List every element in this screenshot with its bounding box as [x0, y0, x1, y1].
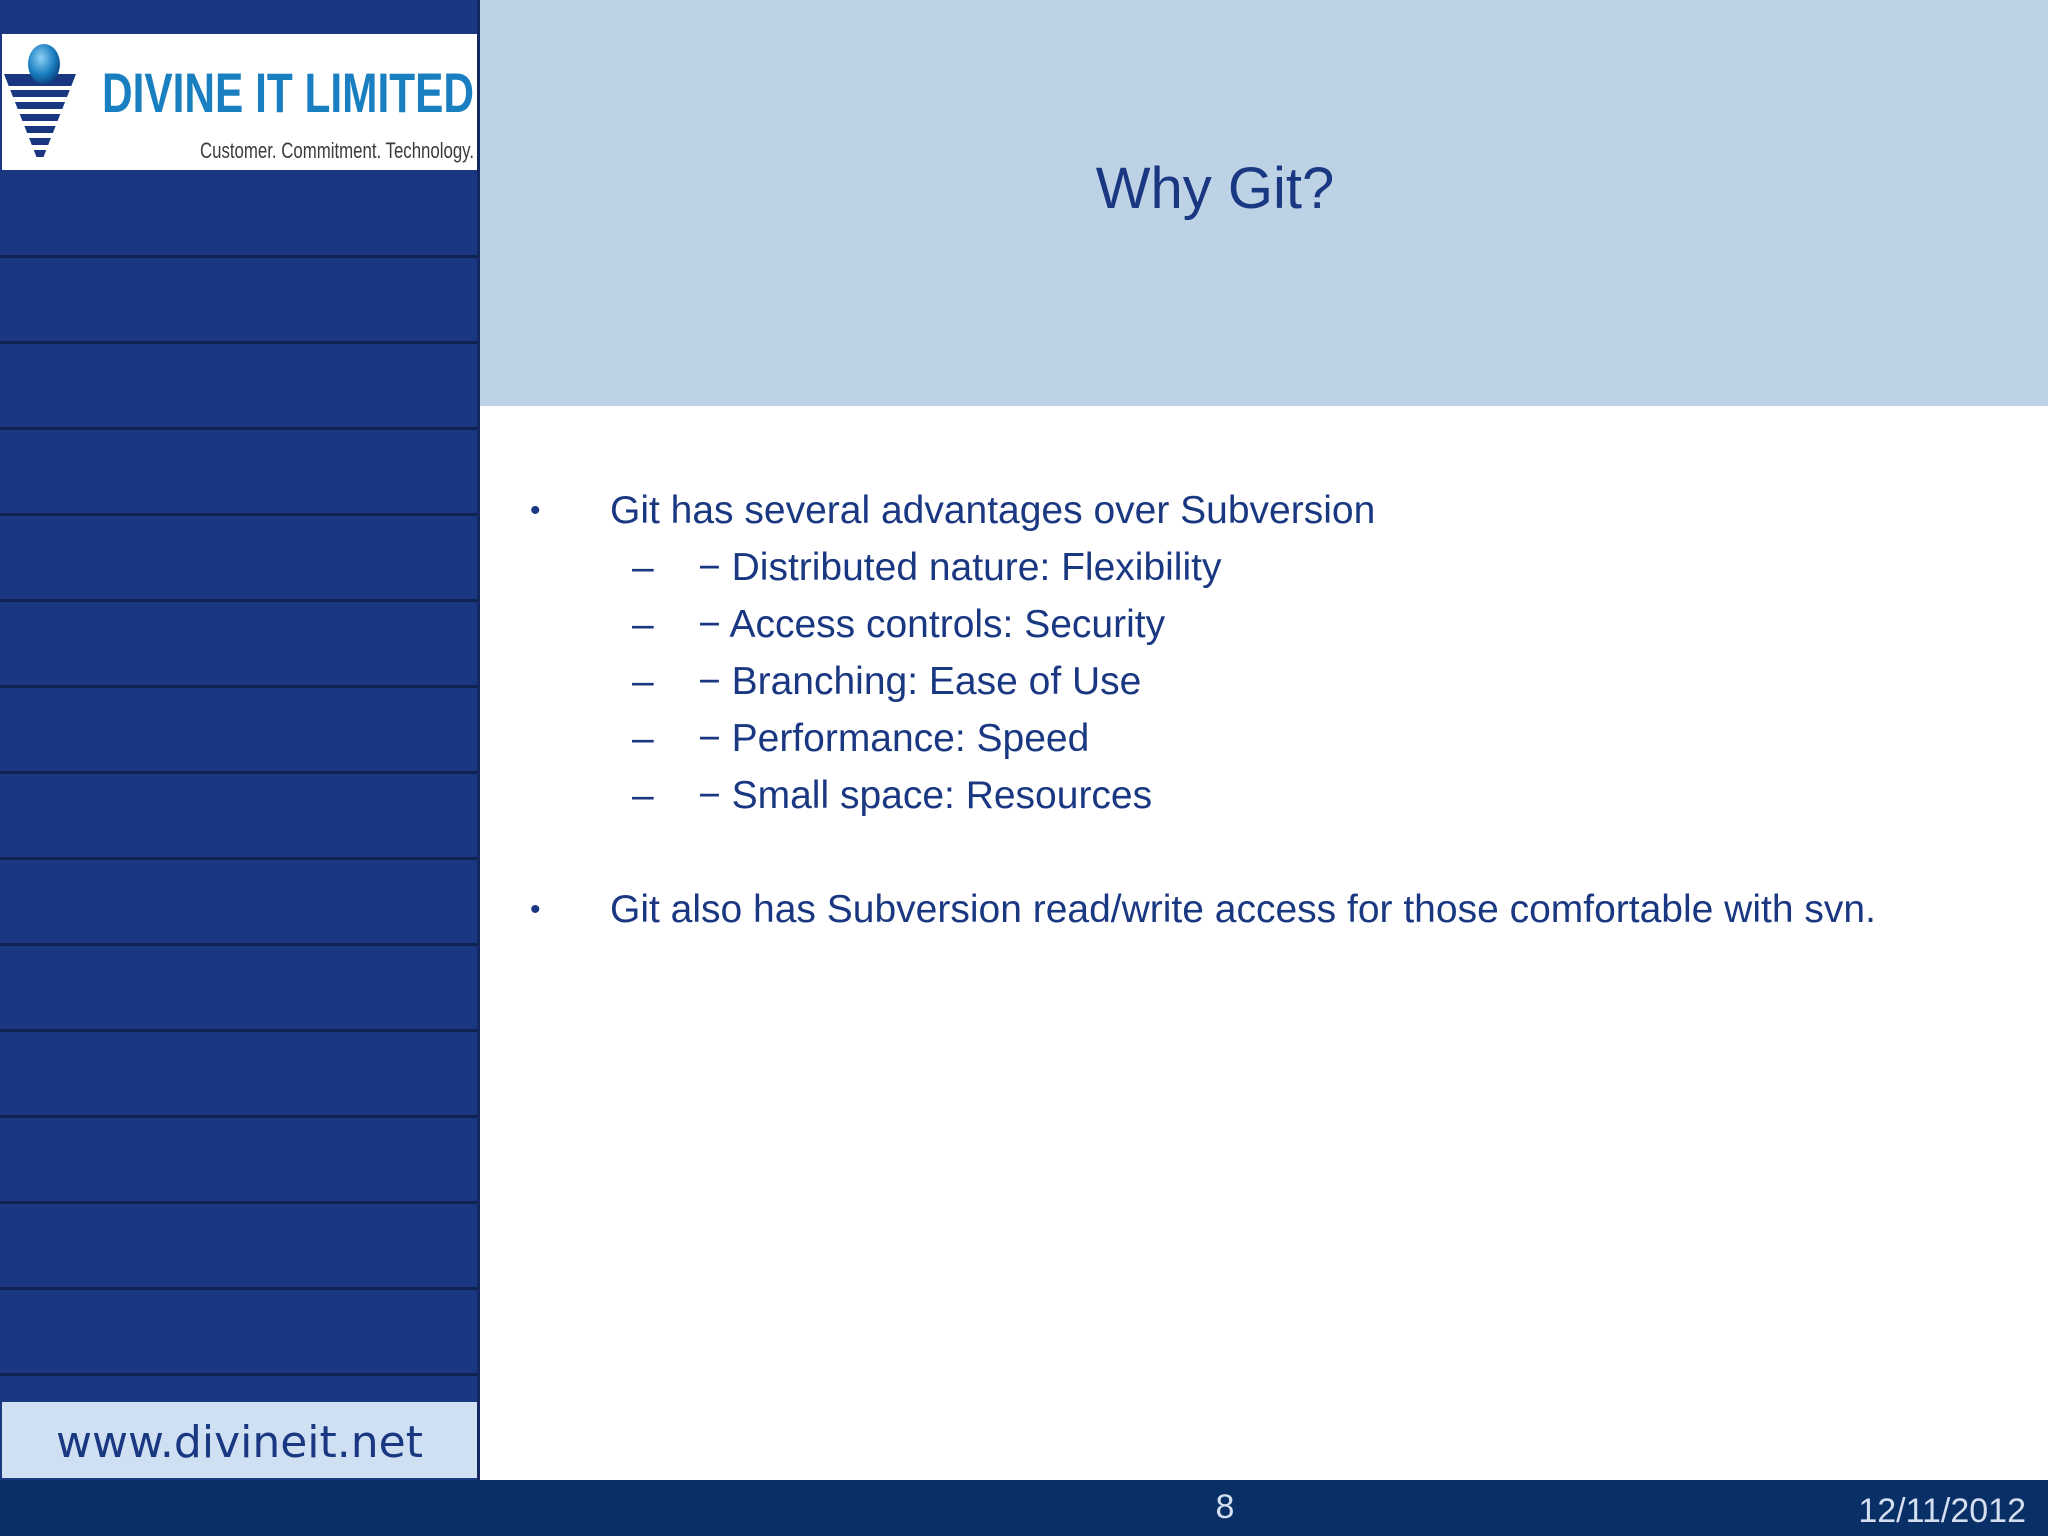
sidebar-stripe	[0, 1204, 477, 1290]
sub-bullet-text: − Small space: Resources	[698, 774, 1153, 817]
sidebar-stripe	[0, 1032, 477, 1118]
logo-wordmark: DIVINE IT LIMITED	[102, 61, 474, 124]
sub-bullet-text: − Performance: Speed	[698, 717, 1090, 760]
sub-bullet-item	[530, 710, 2010, 767]
bullet-spacer	[530, 824, 2010, 881]
sidebar-stripe	[0, 516, 477, 602]
logo-tagline: Customer. Commitment. Technology.	[200, 138, 474, 163]
footer-bar	[0, 1480, 2048, 1536]
bullet-text: Git also has Subversion read/write access for those comfortable with svn.	[610, 888, 1876, 931]
bullet-item	[530, 482, 2010, 539]
company-logo	[2, 34, 477, 170]
sidebar-stripe	[0, 860, 477, 946]
sidebar-stripe	[0, 430, 477, 516]
sidebar-stripes	[0, 172, 477, 1402]
logo-graphic	[2, 34, 477, 170]
slide-title: Why Git?	[1095, 156, 1335, 221]
slide-body	[530, 482, 2010, 938]
sub-bullet-item	[530, 653, 2010, 710]
sub-bullet-item	[530, 596, 2010, 653]
sub-bullet-item	[530, 539, 2010, 596]
slide-date: 12/11/2012	[1858, 1492, 2026, 1530]
sidebar-top-strip	[0, 0, 477, 34]
bullet-mark: •	[530, 494, 541, 527]
sidebar-stripe	[0, 344, 477, 430]
sub-bullet-mark: –	[632, 774, 654, 817]
sub-bullet-mark: –	[632, 717, 654, 760]
sidebar-stripe	[0, 1118, 477, 1204]
sub-bullet-mark: –	[632, 603, 654, 646]
sub-bullet-mark: –	[632, 660, 654, 703]
sub-bullet-text: − Branching: Ease of Use	[698, 660, 1142, 703]
sidebar-stripe	[0, 946, 477, 1032]
sidebar-stripe	[0, 258, 477, 344]
sidebar	[0, 0, 480, 1480]
bullet-mark: •	[530, 893, 541, 926]
page-number: 8	[1215, 1488, 1235, 1526]
sidebar-stripe	[0, 1290, 477, 1376]
sidebar-stripe	[0, 602, 477, 688]
sub-bullet-item	[530, 767, 2010, 824]
website-link[interactable]: www.divineit.net	[2, 1402, 477, 1478]
sub-bullet-text: − Access controls: Security	[698, 603, 1166, 646]
sub-bullet-text: − Distributed nature: Flexibility	[698, 546, 1222, 589]
bullet-text: Git has several advantages over Subversion	[610, 489, 1376, 532]
sidebar-stripe	[0, 774, 477, 860]
sub-bullet-mark: –	[632, 546, 654, 589]
globe-icon	[28, 44, 60, 84]
sidebar-stripe	[0, 172, 477, 258]
bullet-item	[530, 881, 2010, 938]
sidebar-stripe	[0, 688, 477, 774]
logo-emblem-icon	[2, 74, 82, 170]
